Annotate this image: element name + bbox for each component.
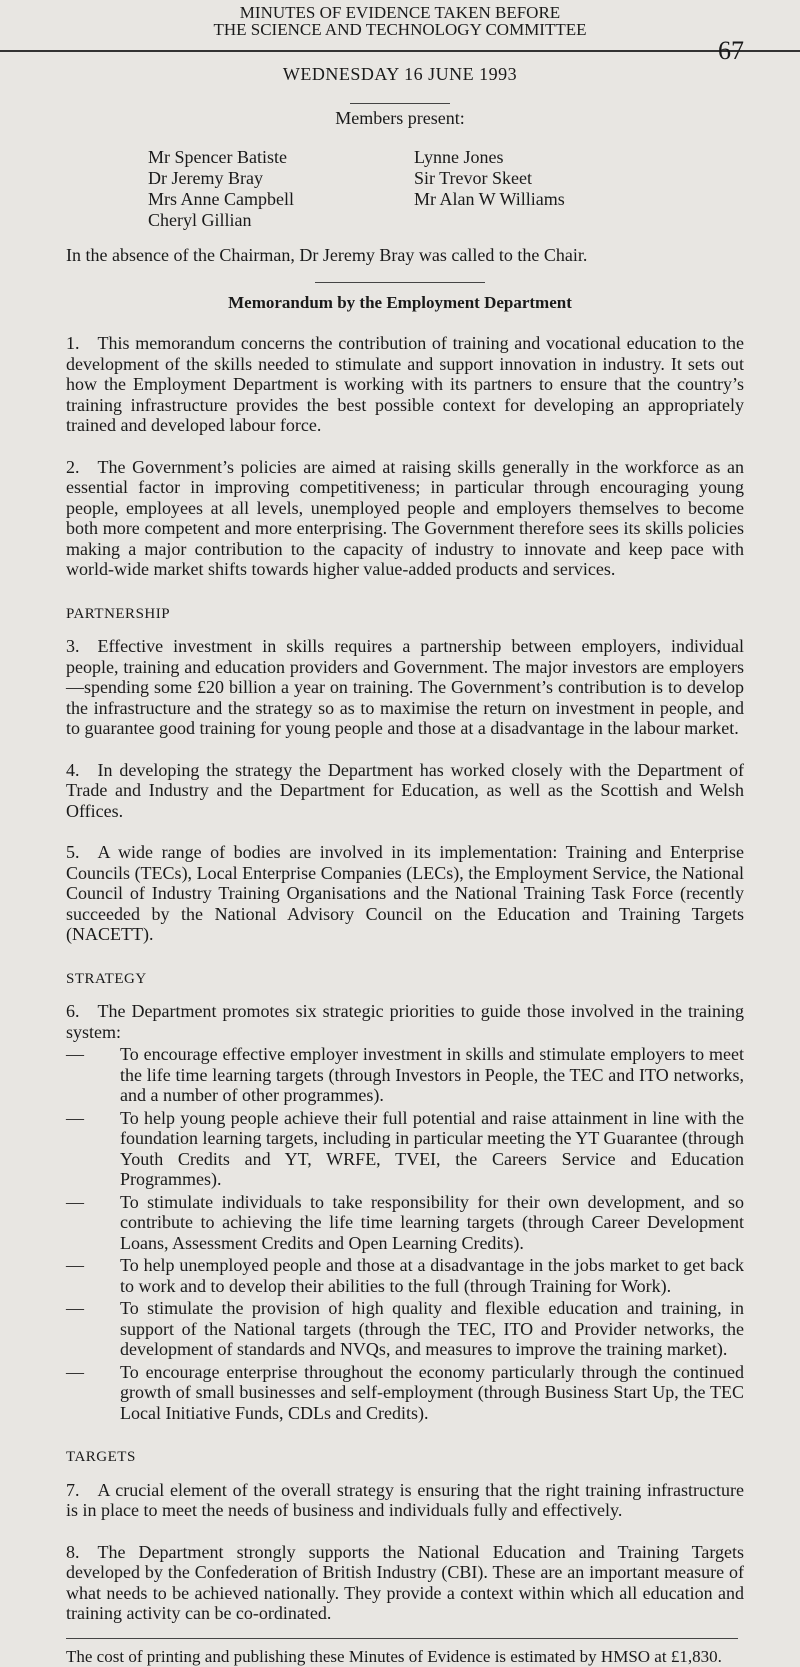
dash-marker: —	[66, 1361, 84, 1382]
memorandum-title: Memorandum by the Employment Department	[228, 293, 572, 312]
page-header	[0, 0, 800, 38]
footer-note: The cost of printing and publishing these Minutes of Evidence is estimated by HMSO at £1,830.	[66, 1646, 722, 1666]
paragraph: 7. A crucial element of the overall strategy is ensuring that the right training infrastructure is in place to meet the needs of business and individuals fully and effectively.	[66, 1479, 744, 1520]
header-line-1: MINUTES OF EVIDENCE TAKEN BEFORE	[239, 3, 561, 22]
paragraph: 6. The Department promotes six strategic priorities to guide those involved in the training system:	[66, 1001, 744, 1042]
list-item-text: To help unemployed people and those at a disadvantage in the jobs market to get back to work and to develop their abilities to the full (through Training for Work).	[120, 1255, 744, 1296]
member-name: Dr Jeremy Bray	[148, 168, 263, 188]
list-item	[66, 1192, 744, 1254]
memo-rule	[315, 282, 485, 283]
members-list	[148, 147, 800, 231]
session-date: WEDNESDAY 16 JUNE 1993	[282, 64, 518, 84]
paragraph: 2. The Government’s policies are aimed at raising skills generally in the workforce as an essential factor in improving competitiveness; in particular through encouraging young people, employees at all levels, unemployed people and employers themselves to become both more competent and more enterprising. The Government therefore sees its skills policies making a major contribution to the capacity of industry to innovate and keep pace with world-wide market shifts towards higher value-added products and services.	[66, 456, 744, 579]
paragraph: 4. In developing the strategy the Department has worked closely with the Department of Trade and Industry and the Department for Education, as well as the Scottish and Welsh Offices.	[66, 759, 744, 821]
dash-marker: —	[66, 1044, 84, 1064]
dash-marker: —	[66, 1107, 84, 1128]
member-name: Lynne Jones	[414, 147, 504, 167]
members-label: Members present:	[335, 108, 465, 128]
list-item-text: To stimulate the provision of high quality and flexible education and training, in support of the National targets (through the TEC, ITO and Provider networks, the development of standards and NVQs, and measures to improve the training market).	[120, 1298, 744, 1359]
list-item-text: To stimulate individuals to take responsibility for their own development, and so contribute to achieving the life time learning targets (through Career Development Loans, Assessment Credits and Open Learning Credits).	[120, 1191, 744, 1253]
member-name: Cheryl Gillian	[148, 210, 252, 230]
paragraph: 1. This memorandum concerns the contribution of training and vocational education to the development of the skills needed to stimulate and support innovation in industry. It sets out how the Employment Department is working with its partners to ensure that the country’s training infrastructure provides the best possible context for developing an appropriately trained and developed labour force.	[66, 333, 744, 435]
strategy-priority-list	[66, 1044, 744, 1423]
chair-note: In the absence of the Chairman, Dr Jeremy Bray was called to the Chair.	[66, 245, 588, 265]
section-heading-targets: TARGETS	[66, 1449, 136, 1465]
header-line-2: THE SCIENCE AND TECHNOLOGY COMMITTEE	[213, 20, 587, 39]
footer-rule	[66, 1638, 738, 1639]
list-item	[66, 1108, 744, 1190]
list-item	[66, 1044, 744, 1106]
list-item-text: To encourage effective employer investment in skills and stimulate employers to meet the life time learning targets (through Investors in People, the TEC and ITO networks, and a number of other programmes).	[120, 1044, 744, 1105]
paragraph: 3. Effective investment in skills requires a partnership between employers, individual people, training and education providers and Government. The major investors are employers—spending some £20 billion a year on training. The Government’s contribution is to develop the infrastructure and the strategy so as to maximise the return on investment in people, and to guarantee good training for young people and those at a disadvantage in the labour market.	[66, 636, 744, 738]
page-number: 67	[718, 36, 744, 65]
paragraph: 5. A wide range of bodies are involved in its implementation: Training and Enterprise Councils (TECs), Local Enterprise Companies (LECs), the Employment Service, the National Council of Industry Training Organisations and the National Training Task Force (recently succeeded by the National Advisory Council on the Education and Training Targets (NACETT).	[66, 842, 744, 944]
list-item	[66, 1362, 744, 1424]
list-item	[66, 1298, 744, 1360]
member-name	[414, 210, 714, 231]
paragraph: 8. The Department strongly supports the National Education and Training Targets developed by the Confederation of British Industry (CBI). These are an important measure of what needs to be achieved nationally. They provide a context within which all education and training activity can be co-ordinated.	[66, 1541, 744, 1623]
dash-marker: —	[66, 1298, 84, 1318]
member-name: Mr Alan W Williams	[414, 189, 565, 209]
header-rule	[0, 50, 800, 52]
section-heading-partnership: PARTNERSHIP	[66, 605, 171, 622]
member-name: Sir Trevor Skeet	[414, 168, 533, 188]
dash-marker: —	[66, 1255, 84, 1275]
dash-marker: —	[66, 1191, 84, 1212]
list-item	[66, 1255, 744, 1296]
list-item-text: To encourage enterprise throughout the economy particularly through the continued growth of small businesses and self-employment (through Business Start Up, the TEC Local Initiative Funds, CDLs and Credits).	[120, 1361, 744, 1423]
member-name: Mr Spencer Batiste	[148, 147, 287, 167]
section-heading-strategy: STRATEGY	[66, 970, 147, 987]
members-rule	[350, 103, 450, 104]
list-item-text: To help young people achieve their full potential and raise attainment in line with the foundation learning targets, including in particular meeting the YT Guarantee (through Youth Credits and YT, WRFE, TVEI, the Careers Service and Education Programmes).	[120, 1107, 744, 1189]
memorandum-body	[0, 333, 800, 1624]
member-name: Mrs Anne Campbell	[148, 189, 294, 209]
